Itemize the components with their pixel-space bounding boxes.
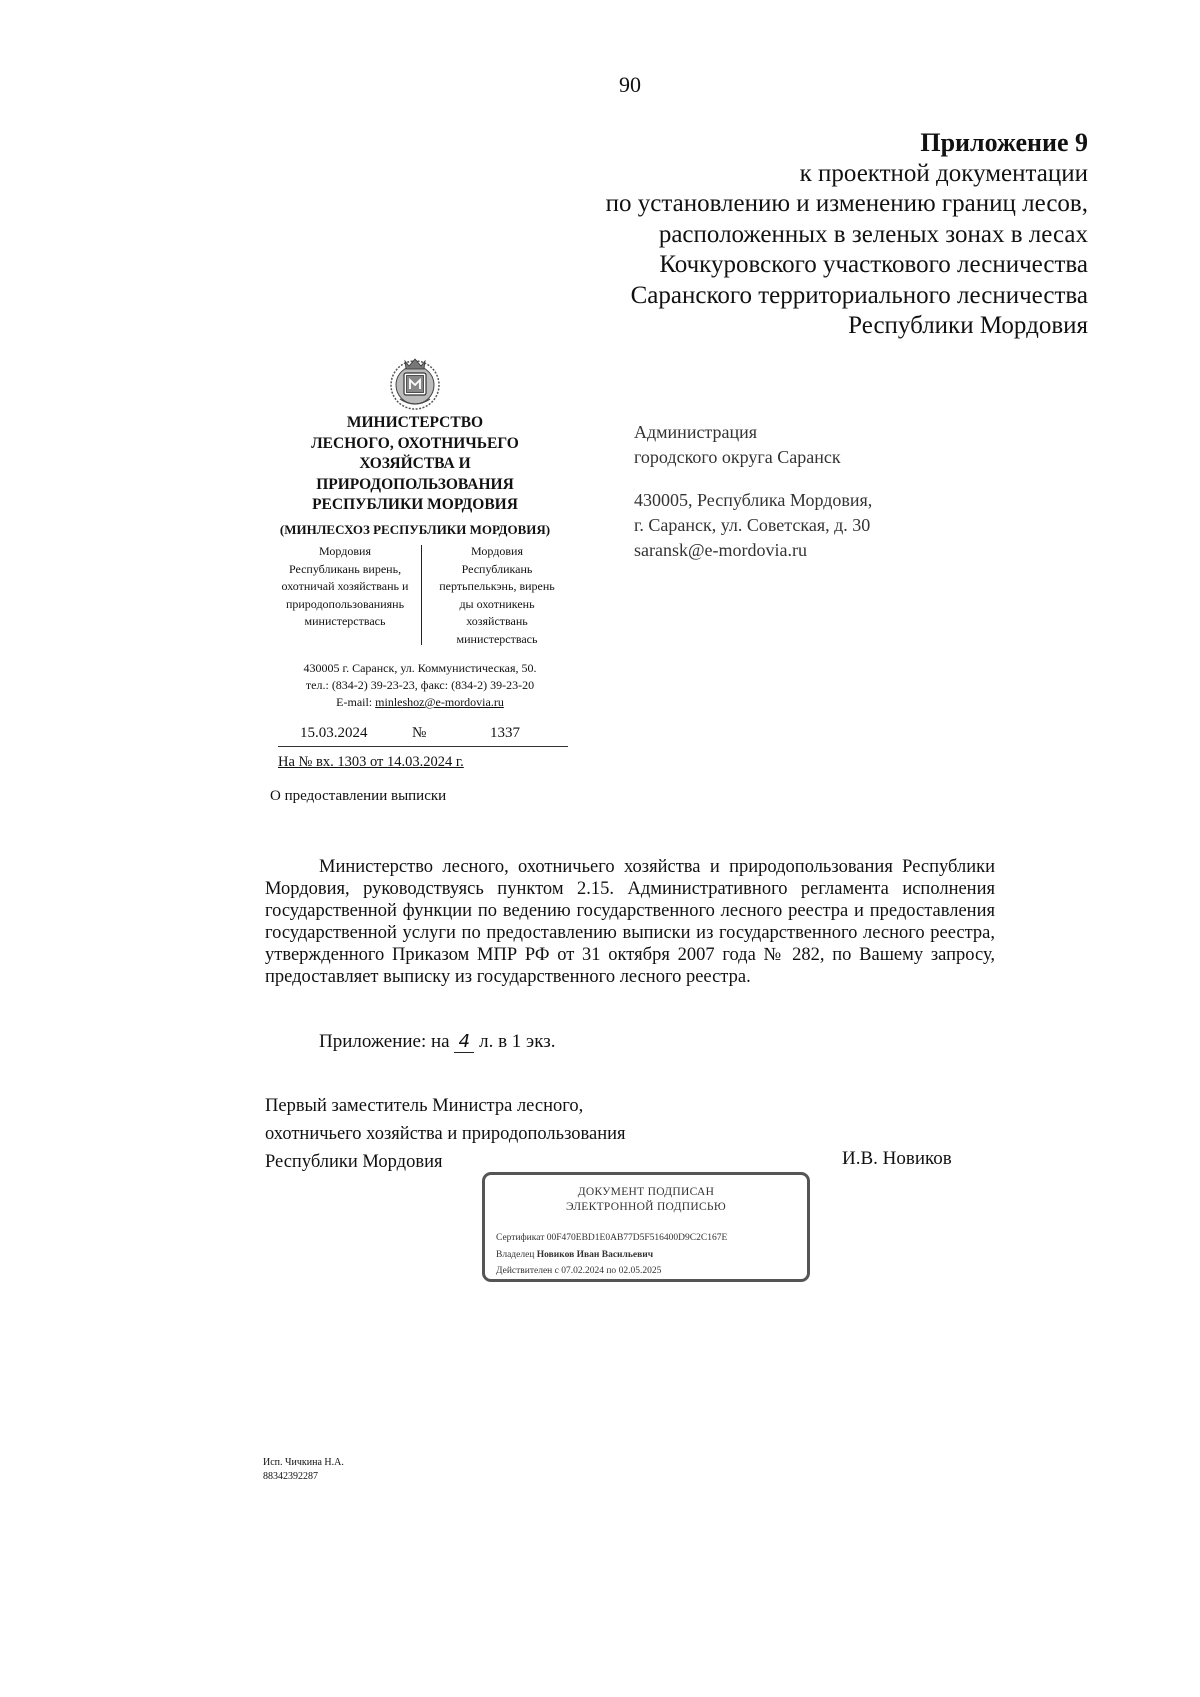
ministry-line: ЛЕСНОГО, ОХОТНИЧЬЕГО	[311, 434, 519, 452]
valid-to: 02.05.2025	[618, 1266, 662, 1276]
ministry-phone: тел.: (834-2) 39-23-23, факс: (834-2) 39-23-20	[305, 678, 535, 692]
mordovian-line: Мордовия	[319, 544, 371, 558]
mordovian-name-left	[275, 543, 415, 631]
ministry-email-row	[270, 694, 570, 711]
ministry-abbreviation: (МИНЛЕСХОЗ РЕСПУБЛИКИ МОРДОВИЯ)	[279, 522, 551, 537]
owner-value: Новиков Иван Васильевич	[536, 1250, 654, 1260]
stamp-validity	[496, 1266, 661, 1276]
mordovian-name-right	[427, 543, 567, 648]
signatory-line: Первый заместитель Министра лесного,	[265, 1096, 584, 1116]
mordovian-line: хозяйствань	[466, 614, 528, 628]
incoming-reference: На № вх. 1303 от 14.03.2024 г.	[278, 754, 464, 770]
mordovian-line: природопользованиянь	[285, 596, 405, 611]
mordovian-line: министерствась	[304, 614, 386, 628]
number-sign: №	[412, 725, 427, 741]
mordovian-line: министерствась	[456, 631, 538, 646]
mordovian-line: Республикань вирень,	[288, 561, 402, 576]
ministry-line: ХОЗЯЙСТВА И	[359, 455, 471, 472]
appendix-line: по установлению и изменению границ лесов,	[605, 190, 1088, 217]
certificate-label: Сертификат	[496, 1233, 545, 1243]
mordovian-line: ды охотникень	[459, 596, 535, 611]
letter-subject: О предоставлении выписки	[270, 788, 447, 804]
stamp-heading	[485, 1185, 807, 1215]
valid-to-label: по	[606, 1266, 617, 1276]
appendix-line: Саранского территориального лесничества	[630, 281, 1088, 309]
mordovian-line: Республикань	[461, 561, 533, 576]
letter-body: Министерство лесного, охотничьего хозяйства и природопользования Республики Мордовия, руководствуясь пунктом 2.15. Административного регламента исполнения государственной функции по ведению государственного лесного реестра и предоставления государственной услуги по предоставлению выписки из государственного лесного реестра, утвержденного Приказом МПР РФ от 31 октября 2007 года № 282, по Вашему запросу, предоставляет выписку из государственного лесного реестра.	[265, 857, 995, 987]
attachment-suffix: л. в 1 экз.	[479, 1031, 556, 1052]
email-label: E-mail:	[336, 695, 373, 709]
recipient-email: saransk@e-mordovia.ru	[634, 540, 808, 560]
valid-from: 07.02.2024	[561, 1266, 604, 1276]
signatory-line: охотничьего хозяйства и природопользования	[265, 1124, 626, 1144]
ministry-line: РЕСПУБЛИКИ МОРДОВИЯ	[312, 496, 518, 513]
owner-label: Владелец	[496, 1250, 535, 1260]
signatory-line: Республики Мордовия	[265, 1152, 443, 1172]
appendix-line: к проектной документации	[799, 159, 1088, 187]
ministry-email: minleshoz@e-mordovia.ru	[375, 695, 504, 709]
signatory-title	[265, 1092, 626, 1176]
executor-name: Исп. Чичкина Н.А.	[263, 1457, 344, 1468]
appendix-line: расположенных в зеленых зонах в лесах	[658, 220, 1088, 248]
registration-line	[278, 724, 568, 747]
appendix-title: Приложение 9	[920, 128, 1088, 157]
ministry-line: ПРИРОДОПОЛЬЗОВАНИЯ	[316, 475, 514, 493]
recipient-address-line: г. Саранск, ул. Советская, д. 30	[634, 515, 871, 535]
ministry-address: 430005 г. Саранск, ул. Коммунистическая, 50.	[303, 661, 537, 675]
ministry-title	[270, 413, 560, 516]
column-divider	[421, 545, 422, 645]
attachment-note	[319, 1031, 555, 1053]
page-number: 90	[619, 72, 641, 97]
mordovian-line: Мордовия	[471, 544, 523, 558]
coat-of-arms-icon	[388, 355, 442, 411]
electronic-signature-stamp	[482, 1172, 810, 1282]
stamp-heading-line: ДОКУМЕНТ ПОДПИСАН	[577, 1186, 715, 1198]
attachment-sheets: 4	[454, 1031, 474, 1053]
appendix-line: Кочкуровского участкового лесничества	[659, 251, 1088, 278]
letter-number: 1337	[490, 725, 520, 741]
attachment-prefix: Приложение: на	[319, 1031, 450, 1052]
certificate-value: 00F470EBD1E0AB77D5F516400D9C2C167E	[546, 1233, 728, 1243]
ministry-line: МИНИСТЕРСТВО	[346, 414, 484, 431]
stamp-certificate	[496, 1233, 727, 1243]
executor-info	[263, 1456, 344, 1484]
letter-date: 15.03.2024	[300, 725, 368, 741]
appendix-header	[606, 128, 1088, 342]
executor-phone: 88342392287	[263, 1471, 318, 1482]
signer-name: И.В. Новиков	[842, 1148, 952, 1169]
recipient-name-line: Администрация	[634, 422, 758, 442]
ministry-contacts	[270, 660, 570, 711]
appendix-line: Республики Мордовия	[848, 312, 1088, 339]
recipient-name-line: городского округа Саранск	[634, 447, 841, 467]
mordovian-line: охотничай хозяйствань и	[281, 579, 409, 593]
stamp-owner	[496, 1250, 653, 1260]
stamp-heading-line: ЭЛЕКТРОННОЙ ПОДПИСЬЮ	[566, 1201, 726, 1213]
recipient-block	[634, 420, 872, 563]
mordovian-line: пертьпелькэнь, вирень	[439, 579, 555, 593]
valid-label: Действителен с	[496, 1266, 559, 1276]
recipient-address-line: 430005, Республика Мордовия,	[634, 490, 873, 510]
